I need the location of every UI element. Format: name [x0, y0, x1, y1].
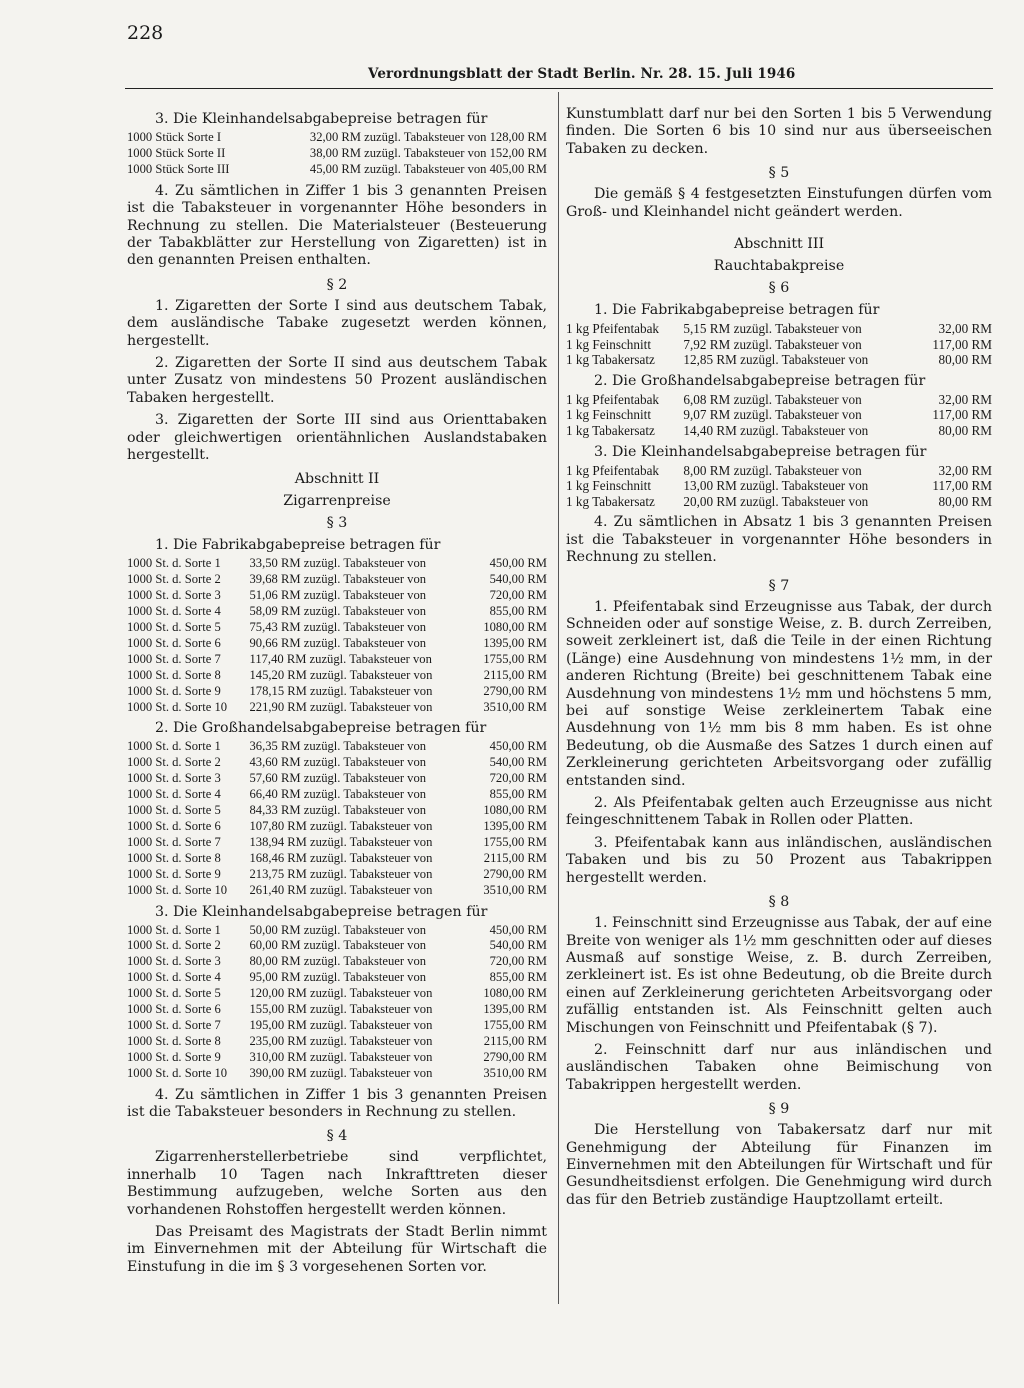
table-cell-sorte: 1000 St. d. Sorte 10: [127, 699, 228, 714]
table-row: [127, 739, 547, 755]
section-2-paragraph-3: 3. Zigaretten der Sorte III sind aus Orienttabaken oder gleichwertigen orientähnlichen Auslandstabaken hergestellt.: [127, 412, 547, 463]
section-2-paragraph-2: 2. Zigaretten der Sorte II sind aus deutschem Tabak unter Zusatz von mindestens 50 Prozent ausländischen Tabaken hergestellt.: [127, 354, 547, 406]
table-cell-price: 9,07 RM zuzügl. Tabaksteuer von: [683, 407, 862, 423]
tobacco-retail-table: [566, 463, 992, 510]
column-divider: [558, 92, 559, 1304]
table-cell-price: 168,46 RM zuzügl. Tabaksteuer von: [249, 850, 433, 865]
abschnitt-2-title: Zigarrenpreise: [283, 493, 391, 510]
section-4-paragraph-1: Zigarrenherstellerbetriebe sind verpflichtet, innerhalb 10 Tagen nach Inkrafttreten dieser Bestimmung aufzugeben, welche Sorten aus den vorhandenen Rohstoffen hergestellt werden können.: [127, 1149, 547, 1218]
table-cell-tax: 540,00 RM: [489, 755, 547, 770]
table-cell-price: 107,80 RM zuzügl. Tabaksteuer von: [249, 819, 433, 833]
table-cell-price: 38,00 RM zuzügl. Tabaksteuer von 152,00 RM: [309, 145, 547, 160]
table-cell-item: 1 kg Feinschnitt: [566, 407, 651, 423]
table-cell-price: 390,00 RM zuzügl. Tabaksteuer von: [249, 1065, 433, 1080]
table-cell-tax: 1080,00 RM: [483, 986, 547, 1001]
table-row: [127, 867, 547, 883]
table-cell-sorte: 1000 St. d. Sorte 8: [127, 1033, 221, 1048]
page-number: 228: [127, 22, 164, 44]
table-cell-sorte: 1000 St. d. Sorte 2: [127, 755, 221, 770]
table-cell-price: 120,00 RM zuzügl. Tabaksteuer von: [249, 986, 433, 1001]
abschnitt-3-heading: Abschnitt III: [733, 236, 825, 253]
section-4-heading: § 4: [326, 1128, 348, 1145]
section-5-heading: § 5: [768, 165, 790, 182]
table-cell-sorte: 1000 St. d. Sorte 10: [127, 1065, 228, 1080]
cigar-wholesale-table: [127, 739, 547, 898]
table-cell-sorte: 1000 St. d. Sorte 9: [127, 1049, 221, 1064]
table-cell-sorte: 1000 St. d. Sorte 1: [127, 739, 221, 754]
table-row: [127, 923, 547, 939]
table-cell-price: 51,06 RM zuzügl. Tabaksteuer von: [249, 588, 427, 603]
table-cell-price: 39,68 RM zuzügl. Tabaksteuer von: [249, 572, 427, 587]
table-row: [127, 819, 547, 835]
table-cell-price: 12,85 RM zuzügl. Tabaksteuer von: [683, 352, 869, 368]
table-cell-tax: 540,00 RM: [489, 938, 547, 953]
table-cell-sorte: 1000 St. d. Sorte 9: [127, 683, 221, 698]
section-4-paragraph-2: Das Preisamt des Magistrats der Stadt Berlin nimmt im Einvernehmen mit der Abteilung für Wirtschaft die Einstufung in die im § 3 vorgesehenen Sorten vor.: [127, 1224, 547, 1275]
table-row: [127, 771, 547, 787]
cigar-wholesale-title: 2. Die Großhandelsabgabepreise betragen für: [155, 720, 487, 737]
table-cell-price: 80,00 RM zuzügl. Tabaksteuer von: [249, 954, 427, 969]
table-cell-tax: 1755,00 RM: [483, 834, 547, 849]
table-row: [566, 352, 992, 368]
table-cell-tax: 1755,00 RM: [483, 651, 547, 666]
section-7-paragraph-1: 1. Pfeifentabak sind Erzeugnisse aus Tabak, der durch Schneiden oder auf sonstige Weise, z. B. durch Zerreiben, soweit zerkleinert ist, daß die Teile in der einen Richtung (Länge) eine Ausdehnung von mindestens 1½ mm, in der anderen Richtung (Breite) bei geschnittenem Tabak eine Ausdehnung von mindestens 1½ mm und höchstens 5 mm, bei auf sonstige Weise zerkleinertem Tabak eine Ausdehnung von 1½ mm bis 8 mm haben. Es ist ohne Bedeutung, ob die Ausmaße des Satzes 1 durch einen auf Zerkleinerung gerichteten Arbeitsvorgang oder zufällig entstanden sind.: [566, 598, 992, 789]
table-row: [127, 1066, 547, 1082]
table-cell-item: 1 kg Feinschnitt: [566, 478, 651, 494]
table-cell-sorte: 1000 St. d. Sorte 3: [127, 954, 221, 969]
abschnitt-3-title: Rauchtabakpreise: [713, 258, 845, 275]
table-cell-price: 7,92 RM zuzügl. Tabaksteuer von: [683, 336, 862, 352]
table-cell-price: 36,35 RM zuzügl. Tabaksteuer von: [249, 739, 427, 754]
table-cell-price: 8,00 RM zuzügl. Tabaksteuer von: [683, 462, 862, 478]
table-cell-sorte: 1000 St. d. Sorte 5: [127, 620, 221, 635]
table-cell-sorte: 1000 St. d. Sorte 4: [127, 970, 221, 985]
table-cell-price: 138,94 RM zuzügl. Tabaksteuer von: [249, 834, 433, 849]
table-row: [127, 986, 547, 1002]
table-row: [127, 938, 547, 954]
cigar-factory-title: 1. Die Fabrikabgabepreise betragen für: [155, 537, 441, 554]
section-6-paragraph-4: 4. Zu sämtlichen in Absatz 1 bis 3 genannten Preisen ist die Tabaksteuer in vorgenannter Höhe besonders in Rechnung zu stellen.: [566, 514, 992, 566]
table-cell-sorte: 1000 St. d. Sorte 7: [127, 651, 221, 666]
cigar-factory-table: [127, 556, 547, 715]
table-cell-price: 33,50 RM zuzügl. Tabaksteuer von: [249, 556, 427, 571]
table-cell-item: 1 kg Tabakersatz: [566, 493, 655, 509]
tobacco-factory-title: 1. Die Fabrikabgabepreise betragen für: [594, 302, 880, 319]
table-cell-price: 57,60 RM zuzügl. Tabaksteuer von: [249, 771, 427, 786]
table-cell-tax: 3510,00 RM: [483, 882, 547, 897]
table-cell-sorte: 1000 St. d. Sorte 6: [127, 635, 221, 650]
table-row: [566, 392, 992, 408]
table-cell-price: 66,40 RM zuzügl. Tabaksteuer von: [249, 787, 427, 802]
table-cell-tax: 1395,00 RM: [483, 819, 547, 833]
continued-paragraph: Kunstumblatt darf nur bei den Sorten 1 bis 5 Verwendung finden. Die Sorten 6 bis 10 sind nur aus überseeischen Tabaken zu decken.: [566, 106, 992, 157]
table-cell-sorte: 1000 St. d. Sorte 10: [127, 882, 228, 897]
table-row: [566, 337, 992, 353]
table-cell-tax: 1395,00 RM: [483, 635, 547, 650]
table-cell-price: 58,09 RM zuzügl. Tabaksteuer von: [249, 604, 427, 619]
table-cell-sorte: 1000 St. d. Sorte 8: [127, 667, 221, 682]
table-cell-item: 1 kg Pfeifentabak: [566, 391, 660, 407]
table-cell-price: 221,90 RM zuzügl. Tabaksteuer von: [249, 699, 433, 714]
tobacco-retail-title: 3. Die Kleinhandelsabgabepreise betragen für: [594, 443, 927, 460]
table-cell-price: 60,00 RM zuzügl. Tabaksteuer von: [249, 938, 427, 953]
table-row: [127, 787, 547, 803]
cigar-retail-table: [127, 923, 547, 1082]
table-cell-price: 20,00 RM zuzügl. Tabaksteuer von: [683, 493, 869, 509]
table-cell-qty: 1000 Stück Sorte III: [127, 161, 230, 176]
table-cell-sorte: 1000 St. d. Sorte 8: [127, 850, 221, 865]
table-row: [127, 755, 547, 771]
table-row: [127, 851, 547, 867]
section-2-paragraph-1: 1. Zigaretten der Sorte I sind aus deutschem Tabak, dem ausländische Tabake zugesetzt werden können, hergestellt.: [127, 297, 547, 349]
table-cell-tax: 1080,00 RM: [483, 803, 547, 818]
table-cell-price: 145,20 RM zuzügl. Tabaksteuer von: [249, 667, 433, 682]
section-7-paragraph-3: 3. Pfeifentabak kann aus inländischen, ausländischen Tabaken und bis zu 50 Prozent aus Tabakrippen hergestellt werden.: [566, 834, 992, 886]
table-cell-sorte: 1000 St. d. Sorte 7: [127, 834, 221, 849]
table-cell-sorte: 1000 St. d. Sorte 5: [127, 986, 221, 1001]
table-cell-price: 75,43 RM zuzügl. Tabaksteuer von: [249, 620, 427, 635]
table-row: [127, 1050, 547, 1066]
table-row: [566, 478, 992, 494]
table-row: [127, 1018, 547, 1034]
table-row: [127, 162, 547, 178]
table-cell-tax: 2115,00 RM: [483, 667, 547, 682]
table-row: [566, 494, 992, 510]
table-cell-price: 6,08 RM zuzügl. Tabaksteuer von: [683, 391, 862, 407]
table-row: [566, 423, 992, 439]
section-9-heading: § 9: [768, 1101, 790, 1118]
table-row: [127, 954, 547, 970]
table-cell-tax: 80,00 RM: [938, 493, 992, 509]
table-cell-sorte: 1000 St. d. Sorte 5: [127, 803, 221, 818]
table-row: [127, 970, 547, 986]
table-cell-sorte: 1000 St. d. Sorte 9: [127, 866, 221, 881]
table-cell-item: 1 kg Pfeifentabak: [566, 321, 660, 337]
table-cell-tax: 32,00 RM: [938, 391, 992, 407]
running-title: Verordnungsblatt der Stadt Berlin. Nr. 28. 15. Juli 1946: [368, 66, 796, 82]
table-cell-item: 1 kg Feinschnitt: [566, 336, 651, 352]
table-cell-tax: 720,00 RM: [489, 954, 547, 969]
left-column: [127, 106, 547, 1281]
tobacco-wholesale-title: 2. Die Großhandelsabgabepreise betragen für: [594, 372, 926, 389]
table-cell-tax: 855,00 RM: [489, 970, 547, 985]
table-row: [566, 463, 992, 479]
table-cell-price: 235,00 RM zuzügl. Tabaksteuer von: [249, 1033, 433, 1048]
table-row: [127, 636, 547, 652]
table-cell-sorte: 1000 St. d. Sorte 7: [127, 1017, 221, 1032]
table-cell-price: 45,00 RM zuzügl. Tabaksteuer von 405,00 RM: [309, 161, 547, 176]
table-cell-sorte: 1000 St. d. Sorte 4: [127, 787, 221, 802]
table-cell-item: 1 kg Pfeifentabak: [566, 462, 660, 478]
table-cell-price: 43,60 RM zuzügl. Tabaksteuer von: [249, 755, 427, 770]
table-cell-tax: 1395,00 RM: [483, 1002, 547, 1017]
table-cell-tax: 80,00 RM: [938, 423, 992, 438]
table-cell-sorte: 1000 St. d. Sorte 2: [127, 938, 221, 953]
table-cell-sorte: 1000 St. d. Sorte 2: [127, 572, 221, 587]
table-cell-tax: 3510,00 RM: [483, 1065, 547, 1080]
table-cell-price: 261,40 RM zuzügl. Tabaksteuer von: [249, 882, 433, 897]
section-8-paragraph-1: 1. Feinschnitt sind Erzeugnisse aus Tabak, der auf eine Breite von weniger als 1½ mm geschnitten oder auf dieses Ausmaß auf sonstige Weise, z. B. durch Zerreiben, zerkleinert ist. Es ist ohne Bedeutung, ob die Breite durch einen auf Zerkleinerung gerichteten Arbeitsvorgang oder zufällig entstanden ist. Als Feinschnitt gelten auch Mischungen von Feinschnitt und Pfeifentabak (§ 7).: [566, 915, 993, 1036]
table-row: [127, 1034, 547, 1050]
table-cell-price: 178,15 RM zuzügl. Tabaksteuer von: [249, 683, 433, 698]
table-cell-tax: 450,00 RM: [489, 922, 547, 937]
section-2-heading: § 2: [326, 276, 348, 293]
section-3-paragraph-4: 4. Zu sämtlichen in Ziffer 1 bis 3 genannten Preisen ist die Tabaksteuer besonders in Rechnung zu stellen.: [127, 1086, 547, 1120]
table-cell-price: 310,00 RM zuzügl. Tabaksteuer von: [249, 1049, 433, 1064]
table-cell-sorte: 1000 St. d. Sorte 1: [127, 556, 221, 571]
table-row: [127, 835, 547, 851]
table-row: [566, 321, 992, 337]
table-cell-qty: 1000 Stück Sorte II: [127, 145, 226, 160]
table-cell-price: 213,75 RM zuzügl. Tabaksteuer von: [249, 866, 433, 881]
cigarette-retail-table: [127, 130, 547, 178]
cigarette-retail-title: 3. Die Kleinhandelsabgabepreise betragen für: [155, 111, 488, 127]
table-row: [127, 684, 547, 700]
table-cell-price: 90,66 RM zuzügl. Tabaksteuer von: [249, 635, 427, 650]
table-cell-sorte: 1000 St. d. Sorte 3: [127, 771, 221, 786]
table-cell-price: 95,00 RM zuzügl. Tabaksteuer von: [249, 970, 427, 985]
cigar-retail-title: 3. Die Kleinhandelsabgabepreise betragen für: [155, 903, 488, 920]
right-column: [566, 106, 992, 1214]
table-cell-price: 195,00 RM zuzügl. Tabaksteuer von: [249, 1017, 433, 1032]
table-cell-price: 5,15 RM zuzügl. Tabaksteuer von: [683, 321, 862, 337]
table-cell-price: 117,40 RM zuzügl. Tabaksteuer von: [249, 651, 432, 666]
table-cell-tax: 3510,00 RM: [483, 699, 547, 714]
table-cell-item: 1 kg Tabakersatz: [566, 352, 655, 368]
table-cell-item: 1 kg Tabakersatz: [566, 423, 655, 438]
table-row: [127, 883, 547, 899]
table-row: [127, 700, 547, 716]
section-9-paragraph: Die Herstellung von Tabakersatz darf nur mit Genehmigung der Abteilung für Finanzen im Einvernehmen mit den Abteilungen für Wirtschaft und für Gesundheitsdienst erfolgen. Die Genehmigung wird durch das für den Betrieb zuständige Hauptzollamt erteilt.: [566, 1122, 992, 1208]
table-cell-price: 50,00 RM zuzügl. Tabaksteuer von: [249, 922, 427, 937]
table-cell-tax: 450,00 RM: [489, 556, 547, 571]
table-cell-price: 14,40 RM zuzügl. Tabaksteuer von: [683, 423, 869, 438]
table-row: [127, 572, 547, 588]
tobacco-wholesale-table: [566, 392, 992, 439]
table-row: [127, 1002, 547, 1018]
table-cell-sorte: 1000 St. d. Sorte 6: [127, 1002, 221, 1017]
paragraph-4: 4. Zu sämtlichen in Ziffer 1 bis 3 genannten Preisen ist die Tabaksteuer in vorgenannter Höhe besonders in Rechnung zu stellen. Die Materialsteuer (Besteuerung der Tabakblätter zur Herstellung von Zigaretten) ist in den genannten Preisen enthalten.: [127, 182, 547, 269]
section-7-heading: § 7: [768, 577, 790, 594]
table-cell-tax: 32,00 RM: [938, 321, 992, 337]
section-8-heading: § 8: [768, 894, 790, 911]
table-row: [127, 604, 547, 620]
table-cell-tax: 450,00 RM: [489, 739, 547, 754]
table-cell-tax: 855,00 RM: [489, 604, 547, 619]
table-cell-sorte: 1000 St. d. Sorte 4: [127, 604, 221, 619]
table-cell-tax: 117,00 RM: [932, 407, 992, 423]
table-row: [127, 146, 547, 162]
table-cell-tax: 1080,00 RM: [483, 620, 547, 635]
table-cell-tax: 32,00 RM: [938, 462, 992, 478]
section-7-paragraph-2: 2. Als Pfeifentabak gelten auch Erzeugnisse aus nicht feingeschnittenem Tabak in Rollen oder Platten.: [566, 795, 992, 829]
table-cell-tax: 2115,00 RM: [483, 850, 547, 865]
section-6-heading: § 6: [768, 280, 790, 297]
table-row: [566, 407, 992, 423]
table-cell-price: 32,00 RM zuzügl. Tabaksteuer von 128,00 RM: [309, 130, 547, 144]
table-cell-price: 84,33 RM zuzügl. Tabaksteuer von: [249, 803, 427, 818]
table-row: [127, 803, 547, 819]
table-row: [127, 130, 547, 146]
table-cell-sorte: 1000 St. d. Sorte 1: [127, 922, 221, 937]
table-row: [127, 668, 547, 684]
table-cell-tax: 2790,00 RM: [483, 1049, 547, 1064]
header-rule: [125, 88, 993, 89]
table-cell-qty: 1000 Stück Sorte I: [127, 130, 222, 144]
table-cell-tax: 2115,00 RM: [483, 1033, 547, 1048]
table-cell-tax: 1755,00 RM: [483, 1017, 547, 1032]
table-cell-tax: 2790,00 RM: [483, 683, 547, 698]
section-8-paragraph-2: 2. Feinschnitt darf nur aus inländischen und ausländischen Tabaken ohne Beimischung von Tabakrippen hergestellt werden.: [566, 1041, 992, 1093]
table-cell-sorte: 1000 St. d. Sorte 3: [127, 588, 221, 603]
abschnitt-2-heading: Abschnitt II: [294, 471, 380, 488]
table-cell-tax: 2790,00 RM: [483, 866, 547, 881]
table-cell-tax: 117,00 RM: [932, 478, 992, 494]
table-row: [127, 620, 547, 636]
tobacco-factory-table: [566, 321, 992, 368]
table-row: [127, 588, 547, 604]
table-cell-price: 13,00 RM zuzügl. Tabaksteuer von: [683, 478, 869, 494]
table-cell-tax: 540,00 RM: [489, 572, 547, 587]
table-row: [127, 556, 547, 572]
table-cell-tax: 117,00 RM: [932, 336, 992, 352]
table-cell-price: 155,00 RM zuzügl. Tabaksteuer von: [249, 1002, 433, 1017]
table-cell-tax: 720,00 RM: [489, 771, 547, 786]
section-3-heading: § 3: [326, 515, 348, 532]
table-cell-tax: 720,00 RM: [489, 588, 547, 603]
table-cell-tax: 855,00 RM: [489, 787, 547, 802]
table-cell-tax: 80,00 RM: [938, 352, 992, 368]
table-cell-sorte: 1000 St. d. Sorte 6: [127, 819, 221, 833]
section-5-paragraph: Die gemäß § 4 festgesetzten Einstufungen dürfen vom Groß- und Kleinhandel nicht geändert werden.: [566, 186, 992, 220]
table-row: [127, 652, 547, 668]
